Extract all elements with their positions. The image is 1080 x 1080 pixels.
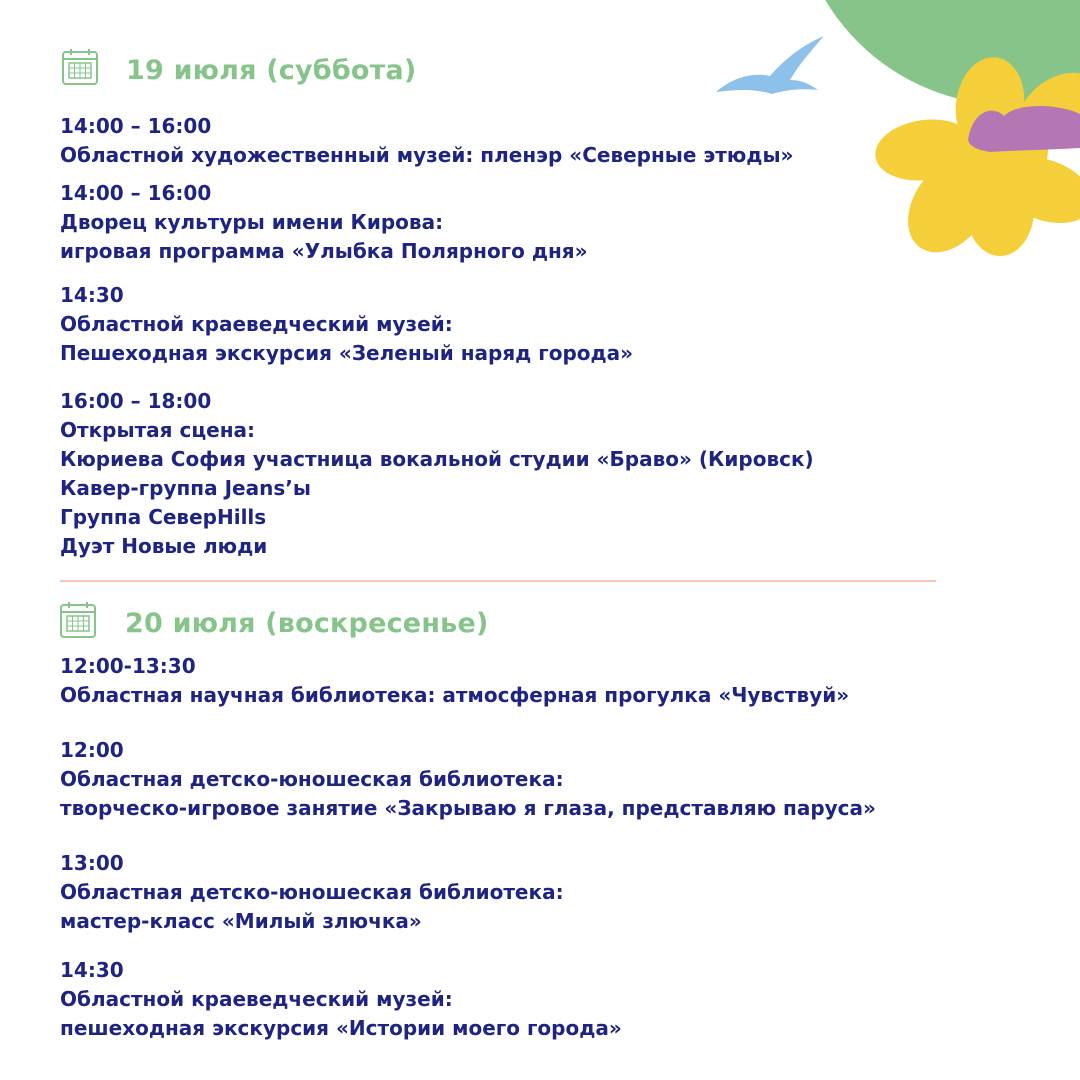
event-time: 14:30 xyxy=(60,958,124,982)
event-line: Кюриева София участница вокальной студии «Браво» (Кировск) xyxy=(60,447,814,471)
event-item xyxy=(60,736,876,823)
event-line: Областной краеведческий музей: xyxy=(60,312,453,336)
day-divider xyxy=(60,580,936,582)
event-line: творческо-игровое занятие «Закрываю я глаза, представляю паруса» xyxy=(60,796,876,820)
event-time: 12:00-13:30 xyxy=(60,654,196,678)
event-time: 12:00 xyxy=(60,738,124,762)
event-line: Областной художественный музей: пленэр «Северные этюды» xyxy=(60,143,794,167)
day-title: 19 июля (суббота) xyxy=(126,54,417,86)
event-line: Пешеходная экскурсия «Зеленый наряд города» xyxy=(60,341,634,365)
event-line: Областной краеведческий музей: xyxy=(60,987,453,1011)
day-heading xyxy=(125,601,489,645)
event-line: игровая программа «Улыбка Полярного дня» xyxy=(60,239,588,263)
event-line: Дуэт Новые люди xyxy=(60,534,268,558)
event-line: Дворец культуры имени Кирова: xyxy=(60,210,444,234)
event-item xyxy=(60,652,849,710)
event-line: пешеходная экскурсия «Истории моего города» xyxy=(60,1016,622,1040)
event-item xyxy=(60,956,622,1043)
day-heading xyxy=(126,48,416,92)
bird-icon xyxy=(716,36,824,94)
event-item xyxy=(60,849,564,936)
event-item xyxy=(60,281,633,368)
calendar-icon xyxy=(63,49,97,84)
event-line: мастер-класс «Милый злючка» xyxy=(60,909,422,933)
event-line: Кавер-группа Jeans’ы xyxy=(60,476,311,500)
event-time: 13:00 xyxy=(60,851,124,875)
day-title: 20 июля (воскресенье) xyxy=(125,607,489,639)
calendar-icon xyxy=(61,602,95,637)
event-line: Группа СеверHills xyxy=(60,505,267,529)
event-time: 14:00 – 16:00 xyxy=(60,114,212,138)
event-line: Открытая сцена: xyxy=(60,418,256,442)
event-time: 14:00 – 16:00 xyxy=(60,181,212,205)
event-item xyxy=(60,387,814,561)
event-item xyxy=(60,112,793,170)
event-time: 14:30 xyxy=(60,283,124,307)
event-line: Областная научная библиотека: атмосферная прогулка «Чувствуй» xyxy=(60,683,850,707)
event-item xyxy=(60,179,588,266)
event-line: Областная детско-юношеская библиотека: xyxy=(60,880,564,904)
event-time: 16:00 – 18:00 xyxy=(60,389,212,413)
event-line: Областная детско-юношеская библиотека: xyxy=(60,767,564,791)
flower-icon xyxy=(871,53,1080,269)
